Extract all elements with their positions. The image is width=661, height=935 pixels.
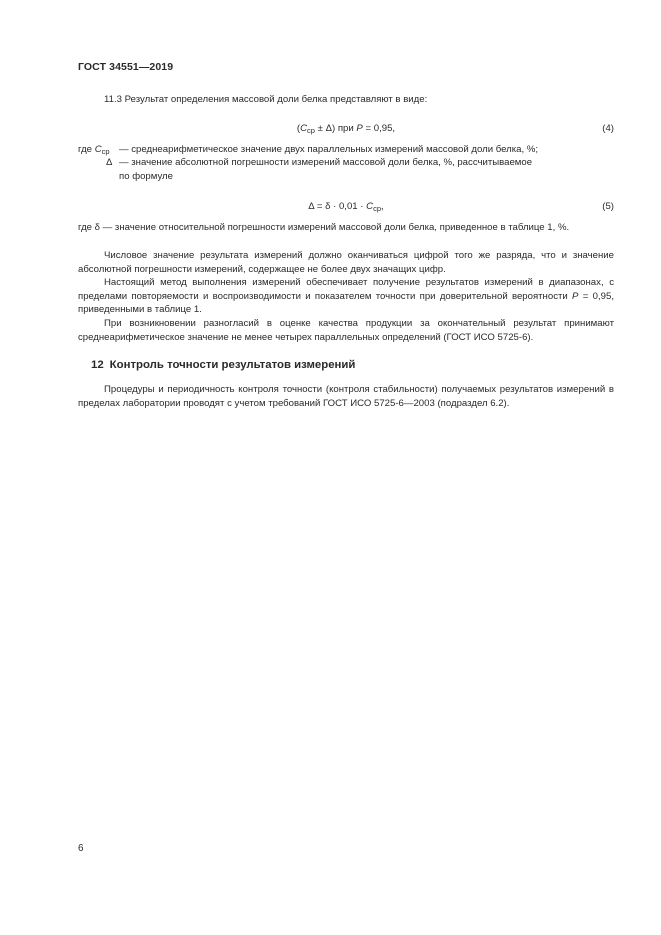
formula-4-expression <box>78 122 614 136</box>
formula-5 <box>78 200 614 214</box>
section-12-text: Процедуры и периодичность контроля точности (контроля стабильности) получаемых результатов измерений в пределах лаборатории проводят с учетом требований ГОСТ ИСО 5725-6—2003 (подраздел 6.2). <box>78 384 614 409</box>
where-lead: где $C_{ср}$ <box>78 144 110 156</box>
page-number: 6 <box>78 843 84 854</box>
formula-5-sub: ср <box>373 204 382 213</box>
section-12-number: 12 <box>91 359 104 371</box>
where-definition-c <box>78 143 614 157</box>
paragraph-rounding: Числовое значение результата измерений должно оканчиваться цифрой того же разряда, что и значение абсолютной погрешности измерений, содержащее не более двух значащих цифр. <box>78 250 614 275</box>
equation-number-5: (5) <box>602 201 614 212</box>
formula-4 <box>78 122 614 136</box>
clause-11-3: 11.3 Результат определения массовой доли белка представляют в виде: <box>104 94 428 105</box>
section-12-title: Контроль точности результатов измерений <box>109 359 356 371</box>
formula-5-tail: , <box>381 201 384 212</box>
document-header: ГОСТ 34551—2019 <box>78 61 174 73</box>
delta-definition-continued: по формуле <box>119 171 173 182</box>
formula-4-tail: = 0,95, <box>362 123 396 134</box>
formula-4-p: P <box>356 123 363 134</box>
formula-5-var: C <box>366 201 374 212</box>
paragraph-method: Настоящий метод выполнения измерений обеспечивает получение результатов измерений в диапазонах, с пределами повторяемости и воспроизводимости и показателем точности при доверительной вероятности P = 0,95, приведенными в таблице 1. <box>78 277 614 316</box>
delta-symbol: Δ <box>106 157 113 168</box>
formula-4-mid: ± Δ) при <box>314 123 357 134</box>
equation-number-4: (4) <box>602 123 614 134</box>
section-12-heading <box>91 359 355 371</box>
formula-5-pre: Δ = δ · 0,01 · <box>308 201 367 212</box>
where-definition-delta <box>78 156 614 170</box>
formula-4-open: ( <box>296 123 301 134</box>
formula-4-var: C <box>300 123 308 134</box>
where-c-definition: — среднеарифметическое значение двух параллельных измерений массовой доли белка, %; <box>119 144 539 155</box>
formula-4-sub: ср <box>307 126 315 135</box>
paragraph-disagreement: При возникновении разногласий в оценке качества продукции за окончательный результат принимают среднеарифметическое значение не менее четырех параллельных определений (ГОСТ ИСО 5725-6). <box>78 318 614 343</box>
delta-definition: — значение абсолютной погрешности измерений массовой доли белка, %, рассчитываемое <box>119 157 533 168</box>
formula-5-expression <box>78 200 614 214</box>
where-definition-relative-error: где δ — значение относительной погрешности измерений массовой доли белка, приведенное в таблице 1, %. <box>78 222 570 233</box>
